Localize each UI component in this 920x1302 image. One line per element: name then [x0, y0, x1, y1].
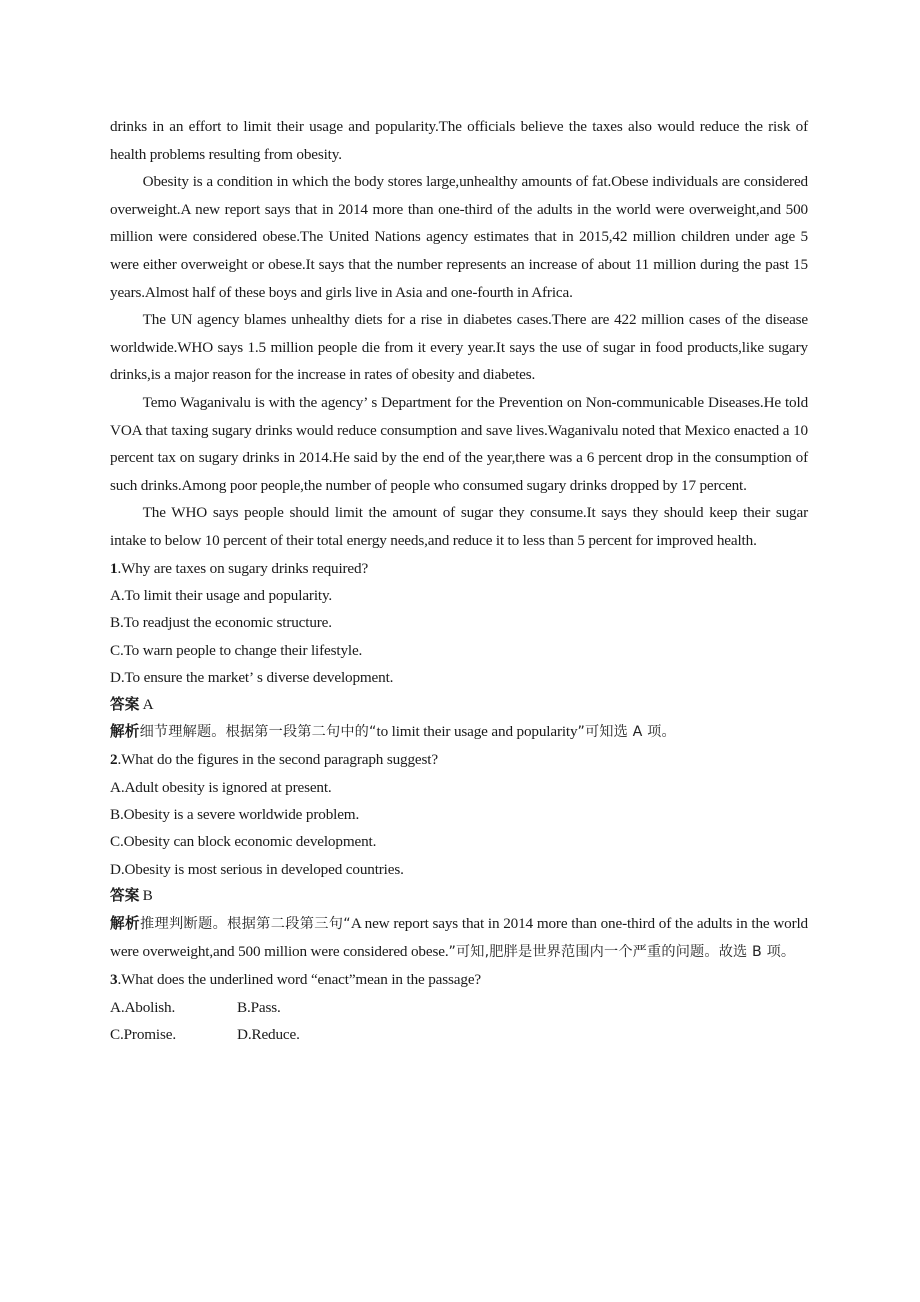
option-text-segment: s diverse development. — [257, 669, 394, 687]
option-c[interactable]: C.To warn people to change their lifestyle. — [110, 641, 363, 659]
question-text: .Why are taxes on sugary drinks required? — [117, 559, 369, 577]
body-paragraph — [110, 389, 808, 499]
question-stem — [110, 966, 808, 993]
analysis-line — [110, 910, 808, 966]
option-b[interactable]: B.To readjust the economic structure. — [110, 614, 332, 632]
paragraph-text-segment: s Department for the Prevention on Non-communicable Diseases.He told VOA that taxing sugary drinks would reduce consumption and save lives.Waganivalu noted that Mexico enacted a 10 percent tax on sugary drinks in 2014.He said by the end of the year,there was a 6 percent drop in the consumption of such drinks.Among poor people,the number of people who consumed sugary drinks dropped by 17 percent. — [110, 393, 809, 494]
answer-label: 答案 — [110, 695, 140, 713]
analysis-text-cn: 细节理解题。根据第一段第二句中的“ — [139, 724, 377, 741]
question-text: .What does the underlined word “enact”mean in the passage? — [117, 971, 481, 989]
option-c[interactable]: C.Promise. — [110, 1025, 176, 1043]
option-text-segment: D.To ensure the market — [110, 669, 249, 687]
apostrophe-glyph: ’ — [248, 669, 255, 687]
option-d[interactable] — [110, 664, 808, 691]
paragraph-text-segment: Temo Waganivalu is with the agency — [142, 393, 364, 411]
option-a[interactable]: A.Abolish. — [110, 998, 176, 1016]
body-paragraph: The WHO says people should limit the amount of sugar they consume.It says they should keep their sugar intake to below 10 percent of their total energy needs,and reduce it to less than 5 percent for improved health. — [110, 504, 808, 549]
option-b[interactable]: B.Pass. — [237, 998, 281, 1016]
option-d[interactable]: D.Reduce. — [237, 1025, 300, 1043]
option-row — [110, 1021, 808, 1048]
question-number: 3 — [110, 971, 118, 989]
question-stem — [110, 746, 808, 773]
question-stem — [110, 555, 808, 582]
option-a[interactable]: A.To limit their usage and popularity. — [110, 586, 333, 604]
question-number: 1 — [110, 559, 118, 577]
option-a[interactable]: A.Adult obesity is ignored at present. — [110, 778, 332, 796]
answer-value: A — [142, 695, 154, 713]
question-text: .What do the figures in the second paragraph suggest? — [117, 751, 438, 769]
question-number: 2 — [110, 751, 118, 769]
answer-value: B — [142, 887, 153, 905]
option-d[interactable]: D.Obesity is most serious in developed countries. — [110, 860, 404, 878]
analysis-text-cn: ”可知,肥胖是世界范围内一个严重的问题。故选 B 项。 — [448, 943, 796, 960]
analysis-quote-en: A new report says that in 2014 more than one-third of the adults in the world were overweight,and 500 million were considered obese. — [110, 914, 809, 960]
analysis-text-cn: 推理判断题。根据第二段第三句“ — [139, 915, 351, 932]
body-paragraph: The UN agency blames unhealthy diets for a rise in diabetes cases.There are 422 million cases of the disease worldwide.WHO says 1.5 million people die from it every year.It says the use of sugar in food products,like sugary drinks,is a major reason for the increase in rates of obesity and diabetes. — [110, 311, 808, 384]
analysis-label: 解析 — [110, 914, 140, 932]
option-b[interactable]: B.Obesity is a severe worldwide problem. — [110, 806, 360, 824]
apostrophe-glyph: ’ — [363, 393, 369, 411]
body-paragraph: drinks in an effort to limit their usage and popularity.The officials believe the taxes also would reduce the risk of health problems resulting from obesity. — [110, 118, 808, 163]
answer-line — [110, 883, 808, 910]
body-paragraph: Obesity is a condition in which the body stores large,unhealthy amounts of fat.Obese individuals are considered overweight.A new report says that in 2014 more than one-third of the adults in the world were overweight,and 500 million were considered obese.The United Nations agency estimates that in 2015,42 million children under age 5 were either overweight or obese.It says that the number represents an increase of about 11 million during the past 15 years.Almost half of these boys and girls live in Asia and one-fourth in Africa. — [110, 173, 808, 301]
analysis-line — [110, 718, 808, 746]
analysis-label: 解析 — [110, 723, 140, 741]
analysis-text-cn: ”可知选 A 项。 — [577, 724, 676, 741]
answer-label: 答案 — [110, 887, 140, 905]
analysis-quote-en: to limit their usage and popularity — [376, 723, 578, 741]
option-row — [110, 994, 808, 1021]
option-c[interactable]: C.Obesity can block economic development. — [110, 833, 377, 851]
answer-line — [110, 692, 808, 719]
document-page — [110, 113, 808, 1048]
